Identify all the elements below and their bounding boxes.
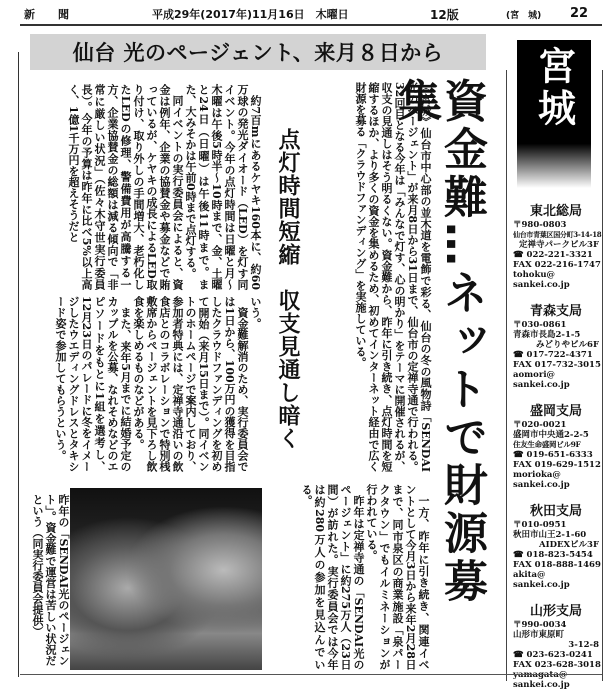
zip: 〒020-0021 [513,420,567,430]
office-name: 東北総局 [529,204,582,219]
address: 仙台市青葉区国分町3-14-18 [513,230,602,239]
address: みどりやビル6F [536,340,599,350]
address: 山形市東原町 [513,630,565,640]
office-yamagata [513,605,599,690]
paragraph: また、来年5月までに結婚予定のカップルを公募、なれそめなどのエピソードをもとに1組を選考し、12月23日のパレードに冬をイメージしたウエディングドレスとタキシード姿で参加してもらうという。 [54,296,132,472]
address: 住友生命盛岡ビル9F [513,440,581,449]
fax: FAX 017-732-3015 [513,360,601,370]
address: 青森市長島2-1-5 [513,330,581,340]
paragraph: 昨年は定禅寺通の「SENDAI光のページェント」に約275万人（23日間）が訪れた。実行委員会では今年は約280万人の参加を見込んでいる。 [300,484,365,670]
region-label: (宮 城) [506,11,542,21]
paragraph: 一方、昨年に引き続き、関連イベントとして今月3日から来年2月28日まで、同市泉区の商業施設「泉パークタウン」でもイルミネーションが行われている。 [365,484,430,670]
left-border [18,52,19,677]
newspaper-name: 新 聞 [24,8,75,21]
lead-paragraph [310,82,432,472]
edition: 12版 [430,8,459,22]
address: 盛岡市中央通2-2-5 [513,430,589,440]
office-akita [513,505,599,590]
paragraph: いう。 [249,296,262,329]
office-aomori [513,305,599,390]
paragraph: 同イベントの実行委員会によると、資金は例年、企業の協賛金や募金などで賄っているが、ケヤキの成長によるLED取り付け、取り外しの手間増大、老朽化したLEDの修理、警備費用が高騰する一方、企業協賛金の総額は減る傾向で「非常に厳しい状況」（佐々木守世実行委員長）。今年の予算は昨年に比べ5%以上高く、1億1千万円を超えそうだと [67,84,184,290]
address: 3-12-8 [568,640,599,650]
phone: ☎ 022-221-3321 [513,250,593,260]
email-domain: sankei.co.jp [513,480,570,490]
zip: 〒990-0034 [513,620,567,630]
address: 定禅寺パークビル3F [519,240,599,250]
title-band [30,34,486,70]
zip: 〒030-0861 [513,320,567,330]
issue-date: 平成29年(2017年)11月16日 木曜日 [152,8,349,21]
phone: ☎ 018-823-5454 [513,550,593,560]
phone: ☎ 017-722-4371 [513,350,593,360]
paragraph: 資金難解消のため、実行委員会では1日から、100万円の獲得を目指したクラウドファンディングを初めて開始（来月15日まで）。同イベントのホームページで案内しており、参加者特典には、定禅寺通沿いの飲食店とのコラボレーションで特別桟敷席からページェントを見下ろし飲食を楽しめるものなどがある。 [132,296,249,472]
email: yamagata@ [513,670,568,680]
email: akita@ [513,570,546,580]
email-domain: sankei.co.jp [513,680,570,690]
fax: FAX 022-216-1747 [513,260,601,270]
photo-caption [20,494,70,666]
caption-text: 昨年の「SENDAI光のページェント」。資金難で運営は苦しい状況だという（同実行委員会提供） [31,494,70,666]
illumination-photo [70,488,262,670]
email: aomori@ [513,370,556,380]
email-domain: sankei.co.jp [513,380,570,390]
office-name: 山形支局 [529,604,582,619]
article-body-right [290,484,430,670]
lead-text: 《宮城》仙台市中心部の並木道を電飾で彩る、仙台の冬の風物詩「SENDAI光のページェント」が来月8日から31日まで、仙台市の定禅寺通で行われる。32回目となる今年は「みんなで灯す、心の明かり」をテーマに開催されるが、収支の見通しはそう明るくない。資金難から、昨年に引き続き、点灯時間を短縮するほか、より多くの資金を集めるため、初めてインターネット経由で広く財源を募る「クラウドファンディング」を実施している。 [354,82,432,472]
email: tohoku@ [513,270,556,280]
email: morioka@ [513,470,561,480]
email-domain: sankei.co.jp [513,280,570,290]
address: 秋田市山王2-1-60 [513,530,587,540]
email-domain: sankei.co.jp [513,580,570,590]
address: AIDEXビル3F [539,540,599,550]
office-tohoku [513,204,602,290]
phone: ☎ 019-651-6333 [513,450,593,460]
article-body-upper [26,84,262,290]
office-name: 秋田支局 [529,504,582,519]
page-number: 22 [570,6,589,21]
main-headline: 資金難…ネットで財源募集 [390,78,487,606]
office-morioka [513,405,599,490]
paragraph: 約7百mにあるケヤキ160本に、約60万球の発光ダイオード（LED）を灯す同イベント。今年の点灯時間は日曜と月～木曜は午後5時半～10時まで、金、土曜と24日（日曜）は午後11時まで。また、大みそかは午前0時まで点灯する。 [184,84,262,290]
bottom-rule [20,674,602,675]
header-rule [20,24,602,26]
fax: FAX 018-888-1469 [513,560,601,570]
article-body-lower [26,296,262,472]
phone: ☎ 023-623-0241 [513,650,593,660]
fax: FAX 023-628-3018 [513,660,601,670]
zip: 〒010-0951 [513,520,567,530]
subheadline: 点灯時間短縮 収支見通し暗く [275,128,300,450]
band-title: 仙台 光のページェント、来月８日から [72,41,444,65]
fax: FAX 019-629-1512 [513,460,601,470]
prefecture-label: 宮城 [517,40,591,188]
bureau-sidebar [506,46,603,690]
office-name: 青森支局 [529,304,582,319]
office-name: 盛岡支局 [529,404,582,419]
zip: 〒980-0803 [513,220,567,230]
